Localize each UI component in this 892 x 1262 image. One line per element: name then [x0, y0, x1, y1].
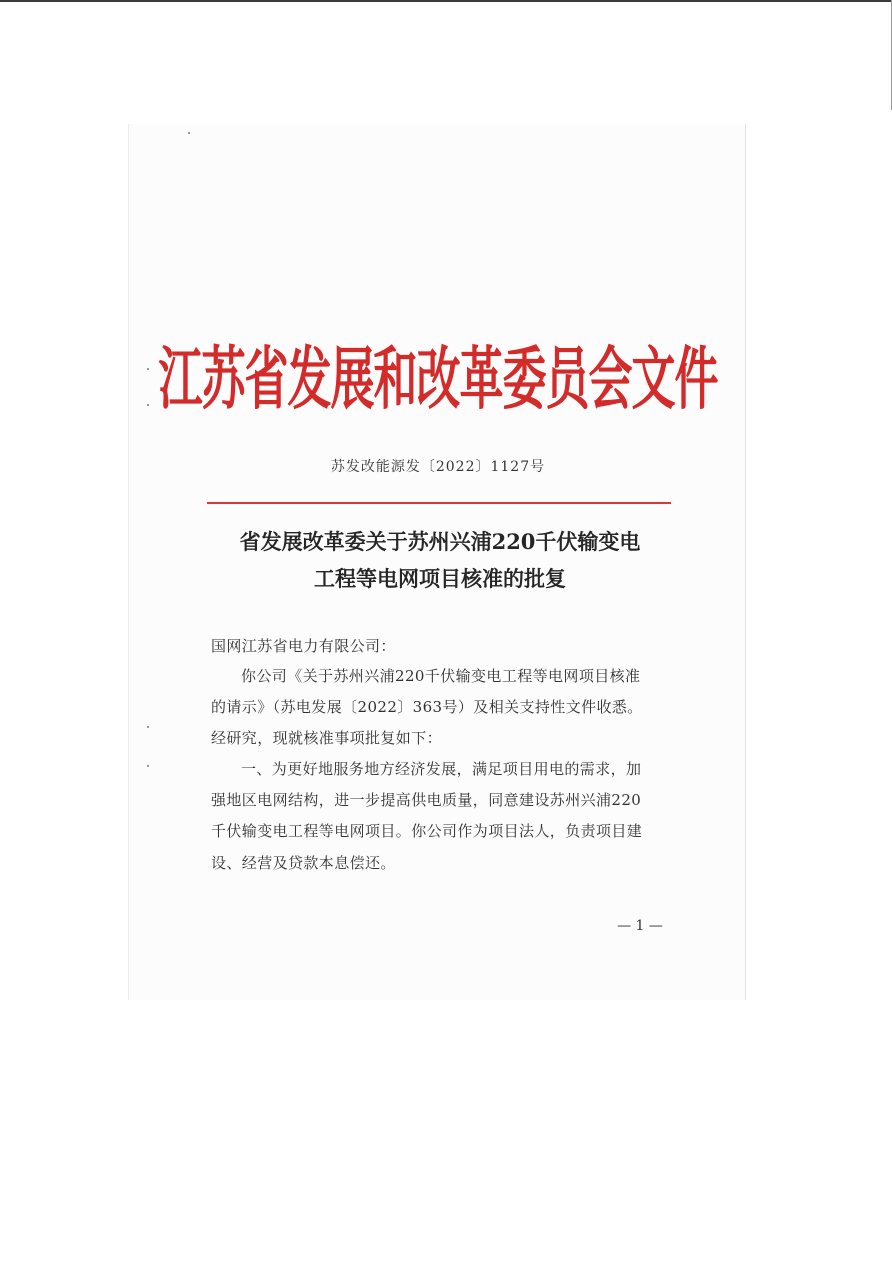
paragraph-line: 的请示》（苏电发展〔2022〕363号）及相关支持性文件收悉。 [211, 698, 643, 717]
paragraph-line: 一、为更好地服务地方经济发展，满足项目用电的需求，加 [241, 760, 642, 778]
document-title [200, 523, 680, 597]
document-header-title: 江苏省发展和改革委员会文件 [158, 340, 718, 420]
red-separator-rule [207, 502, 671, 504]
paragraph-line: 经研究，现就核准事项批复如下： [211, 729, 443, 748]
paragraph-line: 强地区电网结构，进一步提高供电质量，同意建设苏州兴浦220 [211, 791, 642, 810]
paragraph-line: 千伏输变电工程等电网项目。你公司作为项目法人，负责项目建 [211, 822, 643, 841]
scan-speck [147, 404, 149, 406]
scan-speck [147, 765, 149, 767]
document-title-line: 工程等电网项目核准的批复 [314, 566, 566, 591]
scan-speck [147, 726, 149, 728]
scan-speck [188, 132, 190, 134]
salutation [211, 631, 673, 662]
scan-speck [147, 368, 149, 370]
paragraph-line: 你公司《关于苏州兴浦220千伏输变电工程等电网项目核准 [241, 667, 641, 685]
paragraph-line: 设、经营及贷款本息偿还。 [211, 853, 396, 872]
body-paragraph-2 [211, 754, 673, 879]
document-title-line: 省发展改革委关于苏州兴浦220千伏输变电 [239, 529, 641, 554]
body-paragraph-1 [211, 661, 673, 755]
top-border-line [0, 0, 892, 2]
document-number: 苏发改能源发〔2022〕1127号 [330, 459, 546, 475]
page-number: — 1 — [617, 918, 663, 934]
salutation-text: 国网江苏省电力有限公司： [211, 637, 396, 655]
